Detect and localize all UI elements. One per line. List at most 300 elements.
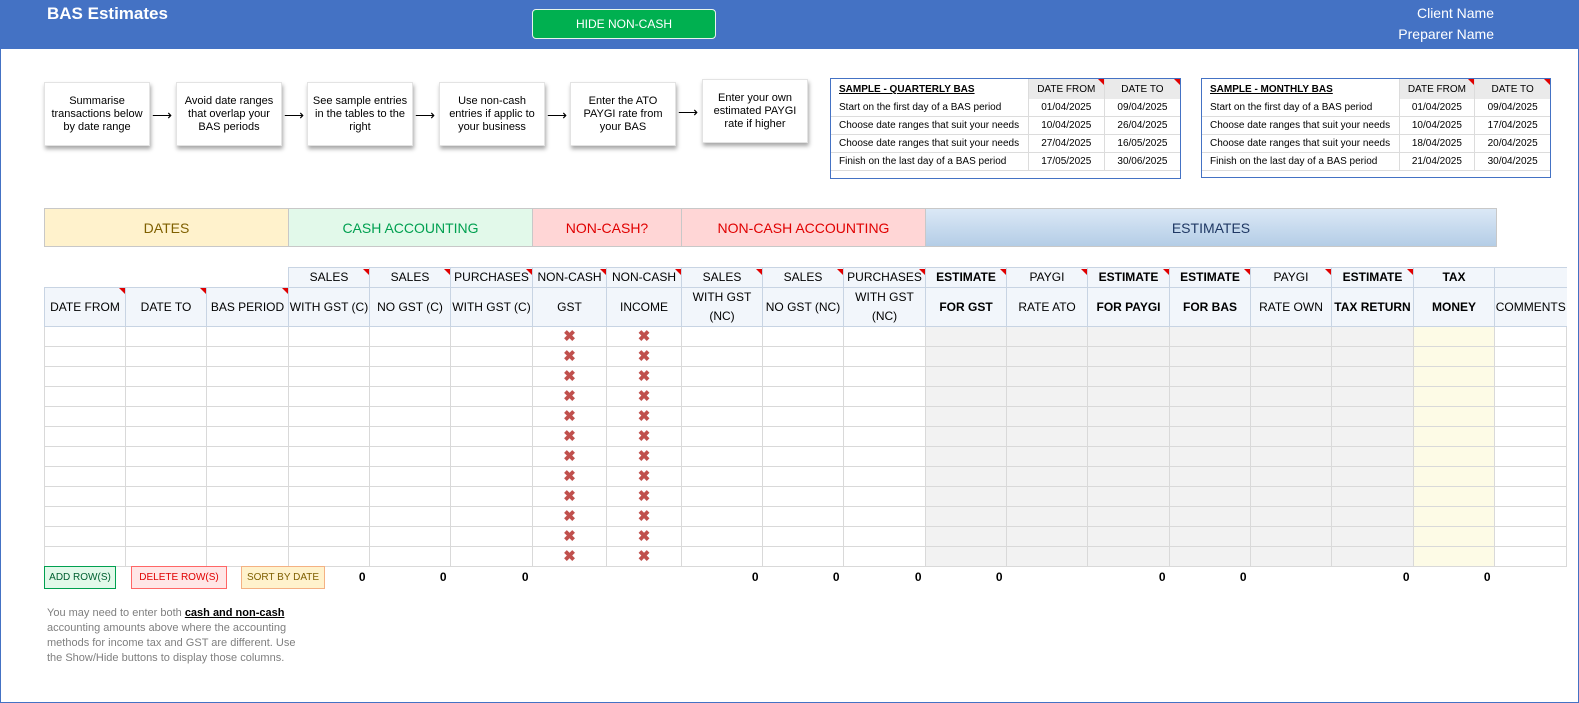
input-cell[interactable] — [451, 407, 533, 427]
input-cell[interactable] — [763, 467, 844, 487]
input-cell[interactable] — [207, 427, 289, 447]
input-cell[interactable] — [451, 427, 533, 447]
sample-row: Start on the first day of a BAS period 01/04/2025 09/04/2025 — [1202, 99, 1550, 117]
sample-row: Finish on the last day of a BAS period 17/05/2025 30/06/2025 — [831, 153, 1180, 171]
tax-money-cell — [1414, 327, 1495, 347]
input-cell[interactable] — [451, 467, 533, 487]
estimate-cell — [1251, 347, 1332, 367]
input-cell[interactable] — [126, 507, 207, 527]
step-4: Use non-cash entries if applic to your business — [439, 82, 545, 146]
sample-row: Choose date ranges that suit your needs 18/04/2025 20/04/2025 — [1202, 135, 1550, 153]
col-bas-period: BAS PERIOD — [207, 288, 289, 327]
input-cell[interactable] — [763, 347, 844, 367]
total-est-bas: 0 — [1239, 569, 1247, 584]
input-cell[interactable] — [682, 407, 763, 427]
col-sales-nogst-nc-top: SALES — [763, 268, 844, 288]
estimate-cell — [926, 347, 1007, 367]
input-cell[interactable] — [1495, 547, 1567, 567]
non-cash-marker-icon[interactable]: ✖ — [533, 427, 607, 447]
input-cell[interactable] — [844, 547, 926, 567]
input-cell[interactable] — [1495, 347, 1567, 367]
estimate-cell — [1170, 367, 1251, 387]
step-5: Enter the ATO PAYGI rate from your BAS — [570, 82, 676, 146]
total-sales-gst-nc: 0 — [751, 569, 759, 584]
col-date-to: DATE TO — [1104, 79, 1180, 99]
estimate-cell — [1332, 427, 1414, 447]
col-paygi-own: RATE OWN — [1251, 288, 1332, 327]
col-paygi-ato: RATE ATO — [1007, 288, 1088, 327]
sample-title: SAMPLE - QUARTERLY BAS — [831, 79, 1028, 99]
table-row — [45, 527, 1567, 547]
col-noncash-gst: GST — [533, 288, 607, 327]
input-cell[interactable] — [45, 407, 126, 427]
estimate-cell — [926, 447, 1007, 467]
non-cash-marker-icon[interactable]: ✖ — [607, 347, 682, 367]
input-cell[interactable] — [370, 507, 451, 527]
input-cell[interactable] — [763, 487, 844, 507]
sample-row: Choose date ranges that suit your needs 27/04/2025 16/05/2025 — [831, 135, 1180, 153]
col-est-bas-top: ESTIMATE — [1170, 268, 1251, 288]
input-cell[interactable] — [451, 547, 533, 567]
input-cell[interactable] — [45, 367, 126, 387]
client-name[interactable]: Client Name — [1416, 5, 1494, 21]
col-paygi-ato-top: PAYGI — [1007, 268, 1088, 288]
input-cell[interactable] — [126, 327, 207, 347]
col-purch-gst-nc: WITH GST (NC) — [844, 288, 926, 327]
tax-money-cell — [1414, 387, 1495, 407]
input-cell[interactable] — [126, 427, 207, 447]
input-cell[interactable] — [451, 507, 533, 527]
estimate-cell — [1170, 507, 1251, 527]
input-cell[interactable] — [289, 507, 370, 527]
estimate-cell — [926, 507, 1007, 527]
input-cell[interactable] — [370, 347, 451, 367]
estimate-cell — [1007, 447, 1088, 467]
input-cell[interactable] — [45, 487, 126, 507]
sample-row: Start on the first day of a BAS period 01/04/2025 09/04/2025 — [831, 99, 1180, 117]
input-cell[interactable] — [289, 487, 370, 507]
estimate-cell — [1251, 387, 1332, 407]
non-cash-marker-icon[interactable]: ✖ — [533, 547, 607, 567]
arrow-right-icon: ⟶ — [284, 107, 305, 123]
input-cell[interactable] — [451, 387, 533, 407]
tax-money-cell — [1414, 507, 1495, 527]
col-purch-gst-c: WITH GST (C) — [451, 288, 533, 327]
estimate-cell — [1088, 447, 1170, 467]
total-est-gst: 0 — [995, 569, 1003, 584]
input-cell[interactable] — [289, 547, 370, 567]
header-bar — [1, 1, 1578, 49]
col-sales-gst-nc-top: SALES — [682, 268, 763, 288]
input-cell[interactable] — [1495, 427, 1567, 447]
non-cash-marker-icon[interactable]: ✖ — [533, 407, 607, 427]
estimate-cell — [1007, 527, 1088, 547]
tax-money-cell — [1414, 527, 1495, 547]
estimate-cell — [1170, 527, 1251, 547]
sample-row: Choose date ranges that suit your needs 10/04/2025 26/04/2025 — [831, 117, 1180, 135]
input-cell[interactable] — [45, 547, 126, 567]
table-row — [45, 447, 1567, 467]
non-cash-marker-icon[interactable]: ✖ — [607, 487, 682, 507]
estimate-cell — [1007, 547, 1088, 567]
total-tax-money: 0 — [1483, 569, 1491, 584]
input-cell[interactable] — [1495, 447, 1567, 467]
non-cash-marker-icon[interactable]: ✖ — [607, 327, 682, 347]
estimate-cell — [1332, 527, 1414, 547]
data-grid — [44, 267, 1567, 586]
estimate-cell — [1088, 387, 1170, 407]
estimate-cell — [926, 327, 1007, 347]
input-cell[interactable] — [289, 347, 370, 367]
input-cell[interactable] — [370, 487, 451, 507]
estimate-cell — [1088, 527, 1170, 547]
col-est-tax: TAX RETURN — [1332, 288, 1414, 327]
add-rows-button[interactable]: ADD ROW(S) — [44, 566, 116, 589]
page-title: BAS Estimates — [47, 4, 168, 23]
col-noncash-income: INCOME — [607, 288, 682, 327]
table-row — [45, 407, 1567, 427]
input-cell[interactable] — [370, 407, 451, 427]
input-cell[interactable] — [844, 407, 926, 427]
input-cell[interactable] — [126, 487, 207, 507]
tax-money-cell — [1414, 427, 1495, 447]
col-purch-gst-nc-top: PURCHASES — [844, 268, 926, 288]
estimate-cell — [1088, 407, 1170, 427]
col-tax-money: MONEY — [1414, 288, 1495, 327]
input-cell[interactable] — [1495, 327, 1567, 347]
input-cell[interactable] — [682, 367, 763, 387]
input-cell[interactable] — [451, 367, 533, 387]
input-cell[interactable] — [451, 527, 533, 547]
table-row — [45, 487, 1567, 507]
estimate-cell — [1088, 507, 1170, 527]
input-cell[interactable] — [682, 347, 763, 367]
non-cash-marker-icon[interactable]: ✖ — [533, 367, 607, 387]
input-cell[interactable] — [451, 347, 533, 367]
step-6: Enter your own estimated PAYGI rate if higher — [702, 79, 808, 143]
input-cell[interactable] — [763, 547, 844, 567]
input-cell[interactable] — [370, 387, 451, 407]
estimate-cell — [926, 467, 1007, 487]
input-cell[interactable] — [289, 447, 370, 467]
input-cell[interactable] — [289, 427, 370, 447]
estimate-cell — [1170, 347, 1251, 367]
input-cell[interactable] — [682, 507, 763, 527]
col-sales-nogst-nc: NO GST (NC) — [763, 288, 844, 327]
input-cell[interactable] — [1495, 487, 1567, 507]
total-purch-gst-c: 0 — [521, 569, 529, 584]
input-cell[interactable] — [682, 487, 763, 507]
estimate-cell — [1332, 387, 1414, 407]
estimate-cell — [926, 407, 1007, 427]
non-cash-marker-icon[interactable]: ✖ — [533, 387, 607, 407]
arrow-right-icon: ⟶ — [152, 107, 173, 123]
col-est-bas: FOR BAS — [1170, 288, 1251, 327]
table-row — [45, 427, 1567, 447]
input-cell[interactable] — [207, 507, 289, 527]
input-cell[interactable] — [45, 347, 126, 367]
preparer-name[interactable]: Preparer Name — [1398, 26, 1494, 42]
step-1: Summarise transactions below by date range — [44, 82, 150, 146]
sample-monthly-table — [1201, 78, 1551, 178]
estimate-cell — [1251, 407, 1332, 427]
estimate-cell — [1332, 367, 1414, 387]
input-cell[interactable] — [763, 367, 844, 387]
input-cell[interactable] — [370, 547, 451, 567]
table-row — [45, 467, 1567, 487]
input-cell[interactable] — [844, 347, 926, 367]
estimate-cell — [1251, 327, 1332, 347]
input-cell[interactable] — [45, 507, 126, 527]
estimate-cell — [1332, 487, 1414, 507]
input-cell[interactable] — [126, 527, 207, 547]
delete-rows-button[interactable]: DELETE ROW(S) — [131, 566, 227, 589]
input-cell[interactable] — [207, 347, 289, 367]
input-cell[interactable] — [207, 487, 289, 507]
tax-money-cell — [1414, 347, 1495, 367]
input-cell[interactable] — [1495, 367, 1567, 387]
estimate-cell — [1251, 487, 1332, 507]
estimate-cell — [1007, 327, 1088, 347]
input-cell[interactable] — [1495, 387, 1567, 407]
non-cash-marker-icon[interactable]: ✖ — [607, 447, 682, 467]
input-cell[interactable] — [207, 467, 289, 487]
input-cell[interactable] — [370, 527, 451, 547]
input-cell[interactable] — [763, 527, 844, 547]
estimate-cell — [1007, 487, 1088, 507]
col-est-tax-top: ESTIMATE — [1332, 268, 1414, 288]
estimate-cell — [1007, 347, 1088, 367]
tax-money-cell — [1414, 547, 1495, 567]
non-cash-marker-icon[interactable]: ✖ — [533, 347, 607, 367]
input-cell[interactable] — [126, 547, 207, 567]
input-cell[interactable] — [844, 327, 926, 347]
estimate-cell — [926, 487, 1007, 507]
col-sales-gst-nc: WITH GST (NC) — [682, 288, 763, 327]
input-cell[interactable] — [763, 387, 844, 407]
input-cell[interactable] — [289, 527, 370, 547]
band-dates: DATES — [44, 208, 289, 247]
input-cell[interactable] — [763, 507, 844, 527]
arrow-right-icon: ⟶ — [415, 107, 436, 123]
input-cell[interactable] — [126, 367, 207, 387]
total-sales-nogst-c: 0 — [439, 569, 447, 584]
input-cell[interactable] — [1495, 407, 1567, 427]
non-cash-marker-icon[interactable]: ✖ — [533, 487, 607, 507]
tax-money-cell — [1414, 407, 1495, 427]
estimate-cell — [1007, 507, 1088, 527]
sample-quarterly-table — [830, 78, 1181, 179]
input-cell[interactable] — [45, 427, 126, 447]
estimate-cell — [1007, 467, 1088, 487]
band-estimates: ESTIMATES — [925, 208, 1497, 247]
input-cell[interactable] — [289, 327, 370, 347]
non-cash-marker-icon[interactable]: ✖ — [607, 547, 682, 567]
input-cell[interactable] — [1495, 527, 1567, 547]
input-cell[interactable] — [207, 387, 289, 407]
input-cell[interactable] — [1495, 467, 1567, 487]
estimate-cell — [1170, 327, 1251, 347]
non-cash-marker-icon[interactable]: ✖ — [607, 527, 682, 547]
col-noncash-gst-top: NON-CASH — [533, 268, 607, 288]
estimate-cell — [1251, 547, 1332, 567]
input-cell[interactable] — [370, 367, 451, 387]
input-cell[interactable] — [763, 407, 844, 427]
arrow-right-icon: ⟶ — [678, 104, 699, 120]
estimate-cell — [1251, 427, 1332, 447]
col-est-gst: FOR GST — [926, 288, 1007, 327]
input-cell[interactable] — [126, 467, 207, 487]
input-cell[interactable] — [763, 327, 844, 347]
estimate-cell — [1332, 547, 1414, 567]
input-cell[interactable] — [289, 407, 370, 427]
estimate-cell — [1088, 367, 1170, 387]
estimate-cell — [1088, 427, 1170, 447]
non-cash-marker-icon[interactable]: ✖ — [607, 507, 682, 527]
input-cell[interactable] — [207, 547, 289, 567]
col-est-paygi: FOR PAYGI — [1088, 288, 1170, 327]
estimate-cell — [1007, 387, 1088, 407]
input-cell[interactable] — [126, 407, 207, 427]
input-cell[interactable] — [45, 387, 126, 407]
estimate-cell — [926, 367, 1007, 387]
input-cell[interactable] — [682, 447, 763, 467]
estimate-cell — [1332, 467, 1414, 487]
sample-row: Choose date ranges that suit your needs 10/04/2025 17/04/2025 — [1202, 117, 1550, 135]
step-2: Avoid date ranges that overlap your BAS periods — [176, 82, 282, 146]
input-cell[interactable] — [45, 327, 126, 347]
col-date-to: DATE TO — [1475, 79, 1550, 99]
input-cell[interactable] — [45, 467, 126, 487]
estimate-cell — [1088, 327, 1170, 347]
input-cell[interactable] — [844, 527, 926, 547]
input-cell[interactable] — [451, 487, 533, 507]
col-date-from: DATE FROM — [45, 288, 126, 327]
non-cash-marker-icon[interactable]: ✖ — [533, 507, 607, 527]
col-paygi-own-top: PAYGI — [1251, 268, 1332, 288]
input-cell[interactable] — [682, 547, 763, 567]
non-cash-marker-icon[interactable]: ✖ — [607, 467, 682, 487]
estimate-cell — [1007, 427, 1088, 447]
input-cell[interactable] — [126, 387, 207, 407]
estimate-cell — [1332, 507, 1414, 527]
sample-title: SAMPLE - MONTHLY BAS — [1202, 79, 1399, 99]
estimate-cell — [1332, 407, 1414, 427]
input-cell[interactable] — [763, 427, 844, 447]
tax-money-cell — [1414, 487, 1495, 507]
col-est-gst-top: ESTIMATE — [926, 268, 1007, 288]
non-cash-marker-icon[interactable]: ✖ — [607, 407, 682, 427]
estimate-cell — [1170, 427, 1251, 447]
table-row — [45, 347, 1567, 367]
estimate-cell — [1170, 467, 1251, 487]
non-cash-marker-icon[interactable]: ✖ — [533, 467, 607, 487]
non-cash-marker-icon[interactable]: ✖ — [533, 447, 607, 467]
estimate-cell — [1170, 407, 1251, 427]
col-date-to: DATE TO — [126, 288, 207, 327]
hide-non-cash-button[interactable]: HIDE NON-CASH — [532, 9, 716, 39]
non-cash-marker-icon[interactable]: ✖ — [533, 527, 607, 547]
input-cell[interactable] — [844, 387, 926, 407]
band-non-cash: NON-CASH ACCOUNTING — [681, 208, 926, 247]
input-cell[interactable] — [682, 387, 763, 407]
tax-money-cell — [1414, 467, 1495, 487]
input-cell[interactable] — [844, 467, 926, 487]
input-cell[interactable] — [289, 467, 370, 487]
input-cell[interactable] — [126, 447, 207, 467]
sort-by-date-button[interactable]: SORT BY DATE — [241, 566, 325, 589]
input-cell[interactable] — [45, 447, 126, 467]
input-cell[interactable] — [207, 527, 289, 547]
estimate-cell — [1251, 467, 1332, 487]
input-cell[interactable] — [370, 427, 451, 447]
estimate-cell — [1088, 547, 1170, 567]
input-cell[interactable] — [207, 447, 289, 467]
input-cell[interactable] — [682, 527, 763, 547]
non-cash-marker-icon[interactable]: ✖ — [533, 327, 607, 347]
total-est-paygi: 0 — [1158, 569, 1166, 584]
table-row — [45, 367, 1567, 387]
input-cell[interactable] — [207, 407, 289, 427]
estimate-cell — [1170, 547, 1251, 567]
input-cell[interactable] — [207, 367, 289, 387]
input-cell[interactable] — [763, 447, 844, 467]
input-cell[interactable] — [45, 527, 126, 547]
input-cell[interactable] — [451, 447, 533, 467]
col-purch-gst-c-top: PURCHASES — [451, 268, 533, 288]
estimate-cell — [1332, 327, 1414, 347]
input-cell[interactable] — [844, 447, 926, 467]
input-cell[interactable] — [451, 327, 533, 347]
input-cell[interactable] — [682, 467, 763, 487]
estimate-cell — [1170, 487, 1251, 507]
input-cell[interactable] — [682, 427, 763, 447]
input-cell[interactable] — [289, 367, 370, 387]
input-cell[interactable] — [844, 427, 926, 447]
non-cash-marker-icon[interactable]: ✖ — [607, 387, 682, 407]
non-cash-marker-icon[interactable]: ✖ — [607, 427, 682, 447]
estimate-cell — [1007, 407, 1088, 427]
tax-money-cell — [1414, 367, 1495, 387]
help-note: You may need to enter both cash and non-cash accounting amounts above where the accounting methods for income tax and GST are different. Use the Show/Hide buttons to display those columns. — [47, 607, 296, 664]
estimate-cell — [1088, 467, 1170, 487]
col-sales-nogst-c: NO GST (C) — [370, 288, 451, 327]
estimate-cell — [1170, 447, 1251, 467]
estimate-cell — [926, 387, 1007, 407]
col-noncash-income-top: NON-CASH — [607, 268, 682, 288]
input-cell[interactable] — [844, 367, 926, 387]
input-cell[interactable] — [289, 387, 370, 407]
estimate-cell — [1251, 447, 1332, 467]
non-cash-marker-icon[interactable]: ✖ — [607, 367, 682, 387]
table-row — [45, 507, 1567, 527]
input-cell[interactable] — [682, 327, 763, 347]
estimate-cell — [1170, 387, 1251, 407]
input-cell[interactable] — [370, 327, 451, 347]
col-date-from: DATE FROM — [1028, 79, 1104, 99]
col-sales-nogst-c-top: SALES — [370, 268, 451, 288]
table-row — [45, 547, 1567, 567]
input-cell[interactable] — [844, 507, 926, 527]
input-cell[interactable] — [844, 487, 926, 507]
input-cell[interactable] — [1495, 507, 1567, 527]
input-cell[interactable] — [370, 467, 451, 487]
estimate-cell — [1251, 527, 1332, 547]
input-cell[interactable] — [126, 347, 207, 367]
input-cell[interactable] — [207, 327, 289, 347]
input-cell[interactable] — [370, 447, 451, 467]
total-purch-gst-nc: 0 — [914, 569, 922, 584]
